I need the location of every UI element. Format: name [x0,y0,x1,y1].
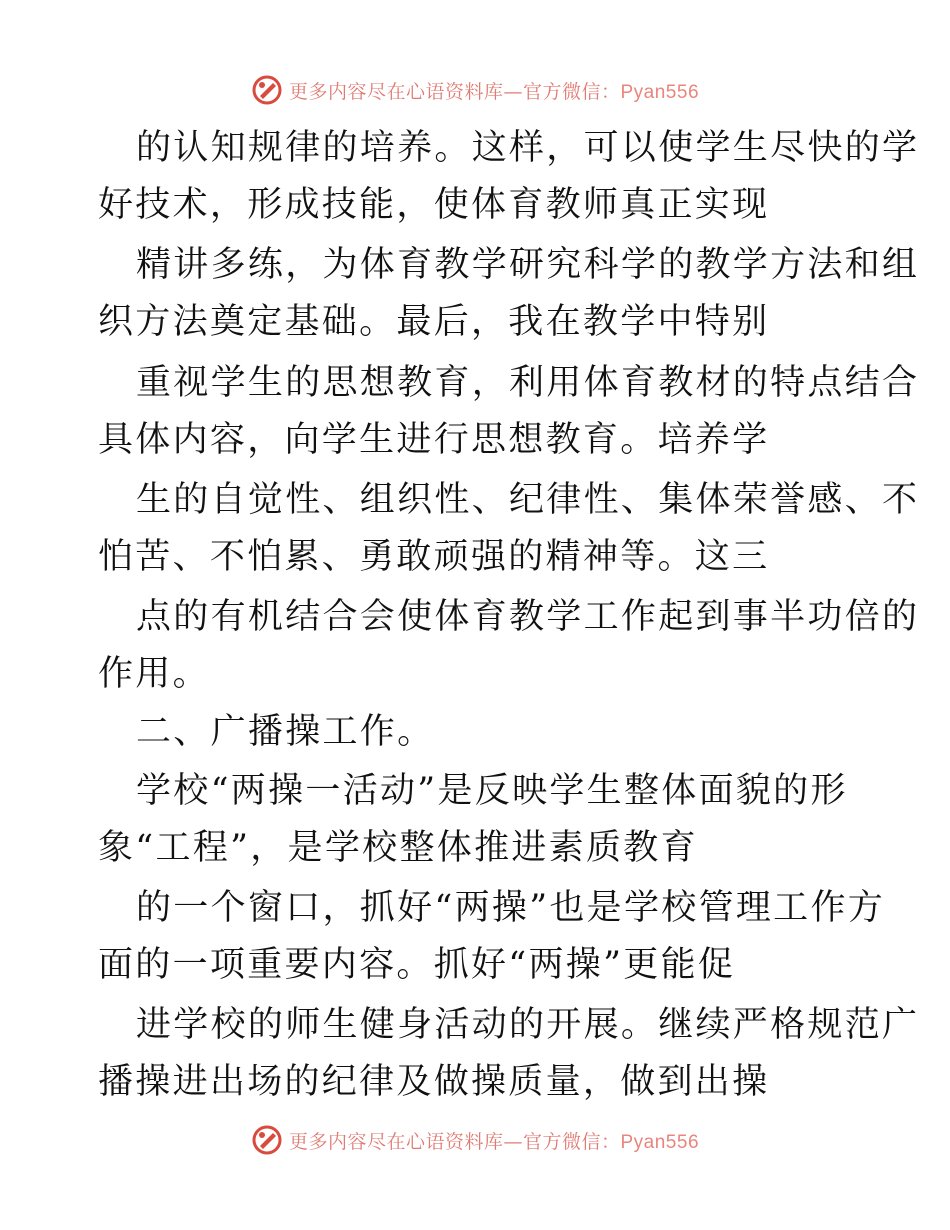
section-heading: 二、广播操工作。 [136,712,435,752]
text-line: 好技术，形成技能，使体育教师真正实现 [98,185,770,225]
text-line: 面的一项重要内容。抓好“两操”更能促 [98,945,736,985]
text-line: 进学校的师生健身活动的开展。继续严格规范广 [136,1005,920,1045]
text-line: 象“工程”，是学校整体推进素质教育 [98,828,698,868]
text-line: 怕苦、不怕累、勇敢顽强的精神等。这三 [98,537,770,577]
footer-watermark [0,1122,950,1158]
watermark-wechat-id: Pyan556 [620,1131,700,1153]
text-line: 织方法奠定基础。最后，我在教学中特别 [98,302,770,342]
text-line: 的一个窗口，抓好“两操”也是学校管理工作方 [136,888,886,928]
text-line: 的认知规律的培养。这样，可以使学生尽快的学 [136,128,920,168]
text-line: 播操进出场的纪律及做操质量，做到出操 [98,1062,770,1102]
text-line: 精讲多练，为体育教学研究科学的教学方法和组 [136,245,920,285]
text-line: 具体内容，向学生进行思想教育。培养学 [98,420,770,460]
brand-logo-icon [251,74,283,106]
text-line: 点的有机结合会使体育教学工作起到事半功倍的 [136,597,920,637]
watermark-text: 更多内容尽在心语资料库—官方微信：Pyan556 [288,1130,700,1153]
text-line: 学校“两操一活动”是反映学生整体面貌的形 [136,771,848,811]
text-line: 生的自觉性、组织性、纪律性、集体荣誉感、不 [136,480,920,520]
watermark-wechat-id: Pyan556 [620,81,700,103]
text-line: 作用。 [98,654,210,694]
brand-logo-icon [251,1124,283,1156]
header-watermark [0,72,950,108]
watermark-text: 更多内容尽在心语资料库—官方微信：Pyan556 [288,80,700,103]
text-line: 重视学生的思想教育，利用体育教材的特点结合 [136,363,920,403]
